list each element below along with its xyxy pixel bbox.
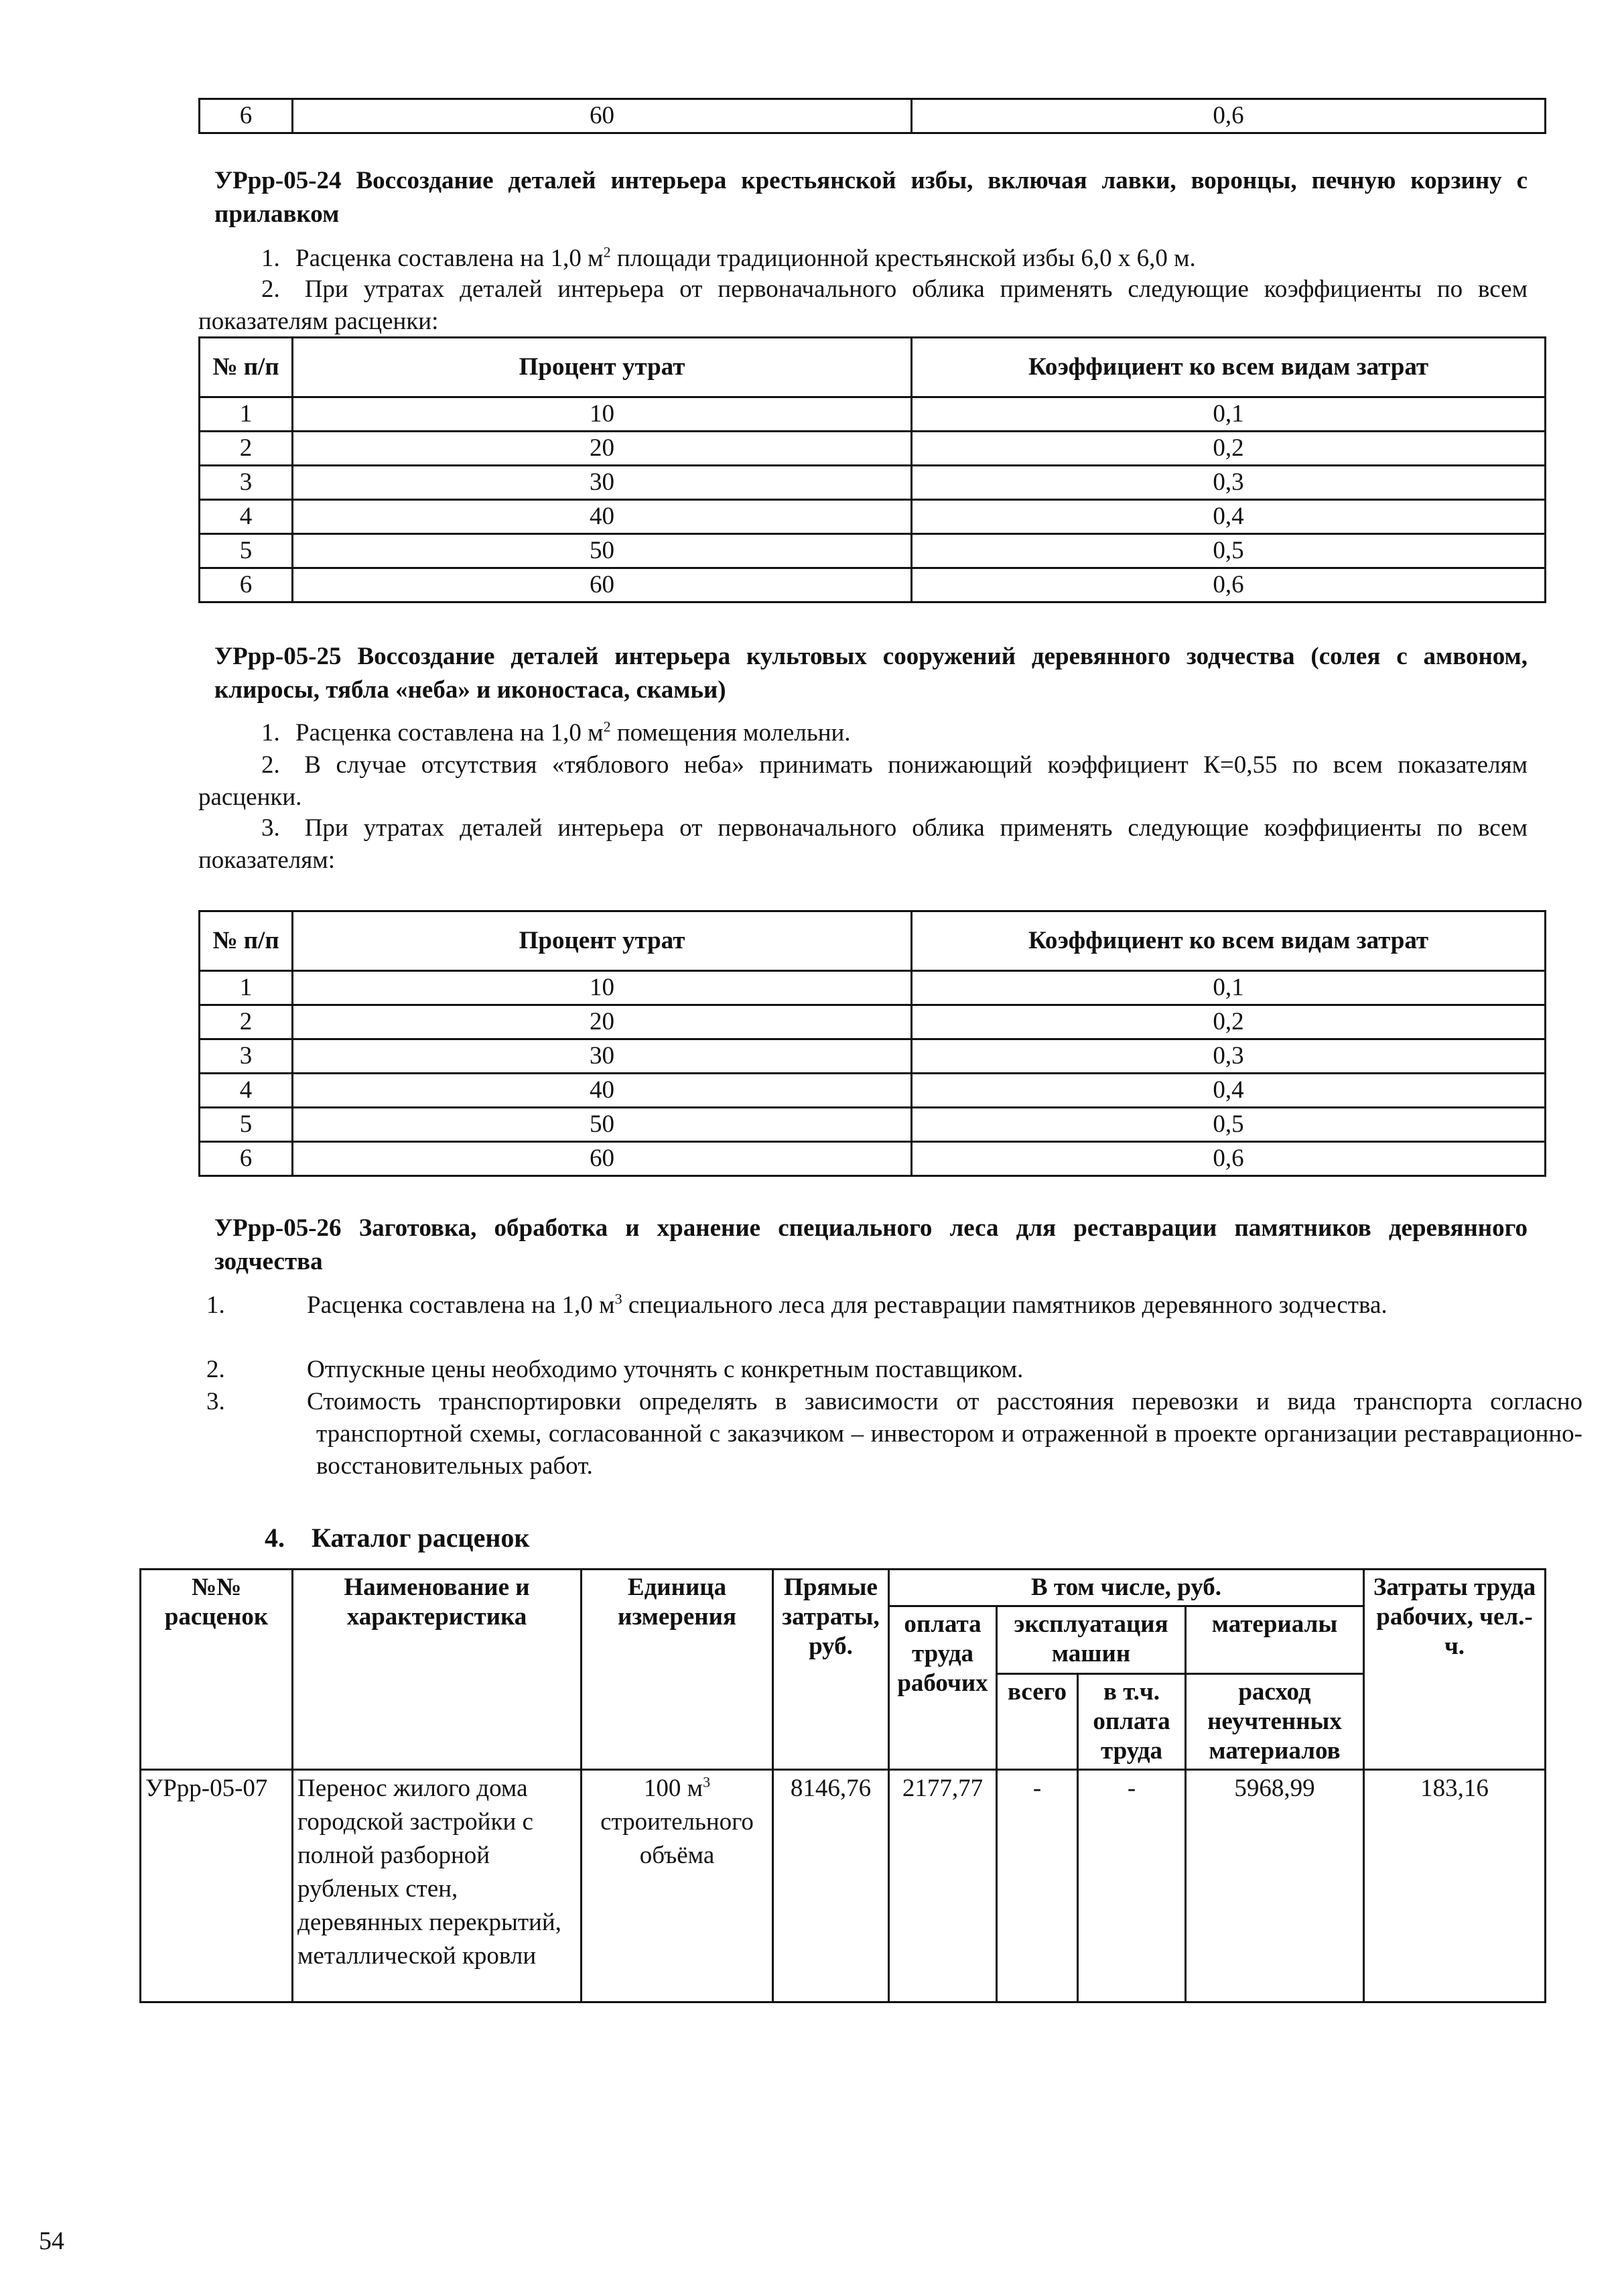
superscript: 2 [603,243,611,261]
table-row [200,971,1546,1005]
header-coef: Коэффициент ко всем видам затрат [912,338,1546,397]
cell-percent: 20 [293,1005,912,1039]
cell-percent: 30 [293,1039,912,1074]
cell-percent: 30 [293,466,912,500]
section-26-item-2 [206,1354,1582,1386]
header-code: №№ расценок [141,1570,293,1770]
cell-percent: 40 [293,1074,912,1108]
catalog-heading [265,1521,529,1555]
section-25-loss-table [198,910,1546,1177]
item-number: 2. [261,751,280,779]
cell-no: 6 [200,568,293,602]
section-26-heading [214,1212,1528,1279]
section-25-item-2 [198,749,1528,814]
header-machines-total: всего [997,1674,1078,1770]
item-text: В случае отсутствия «тяблового неба» принимать понижающий коэффициент К=0,55 по всем показателям расценки. [198,751,1528,811]
cell-no: 5 [200,534,293,568]
table-header-row [141,1570,1546,1606]
item-text: При утратах деталей интерьера от первоначального облика применять следующие коэффициенты по всем показателям: [198,814,1528,874]
cell-no: 6 [200,99,293,133]
cell-no: 5 [200,1108,293,1142]
item-number: 3. [206,1388,225,1415]
cell-no: 2 [200,1005,293,1039]
item-text: Расценка составлена на 1,0 м [307,1291,615,1319]
cell-percent: 10 [293,971,912,1005]
cell-coef: 0,4 [912,1074,1546,1108]
cell-direct: 8146,76 [773,1770,889,2002]
cell-coef: 0,2 [912,1005,1546,1039]
section-26-item-3 [206,1386,1582,1482]
cell-code: УРрр-05-07 [141,1770,293,2002]
item-text-cont: специального леса для реставрации памятников деревянного зодчества. [622,1291,1388,1319]
top-loss-table-fragment [198,98,1546,134]
table-row [141,1770,1546,2002]
cell-no: 6 [200,1142,293,1176]
cell-machines-total: - [997,1770,1078,2002]
cell-no: 2 [200,432,293,466]
cell-coef: 0,2 [912,432,1546,466]
table-row [200,432,1546,466]
cell-labor-hours: 183,16 [1364,1770,1546,2002]
header-machines: эксплуатация машин [997,1606,1186,1674]
item-number: 3. [261,814,280,842]
cell-no: 4 [200,500,293,534]
header-direct: Прямые затраты, руб. [773,1570,889,1770]
section-25-code: УРрр-05-25 [214,643,342,670]
section-24-item-2 [198,273,1528,338]
cell-no: 1 [200,971,293,1005]
cell-percent: 60 [293,99,912,133]
cell-no: 3 [200,1039,293,1074]
section-24-loss-table [198,336,1546,603]
cell-no: 3 [200,466,293,500]
cell-percent: 60 [293,1142,912,1176]
item-text-cont: площади традиционной крестьянской избы 6,0 х 6,0 м. [610,245,1196,272]
table-row [200,1039,1546,1074]
cell-coef: 0,5 [912,534,1546,568]
table-header-row [200,911,1546,971]
unit-text: 100 м [643,1775,703,1802]
section-25-heading [214,640,1528,707]
section-25-title: Воссоздание деталей интерьера культовых сооружений деревянного зодчества (солея с амвоном, клиросы, тябла «неба» и иконостаса, скамьи) [214,643,1528,704]
cell-percent: 50 [293,1108,912,1142]
section-26-item-1 [206,1289,1582,1322]
table-row [200,500,1546,534]
page-number: 54 [39,2227,64,2255]
cell-coef: 0,6 [912,99,1546,133]
cell-no: 4 [200,1074,293,1108]
cell-percent: 20 [293,432,912,466]
section-24-heading [214,164,1528,231]
cell-coef: 0,6 [912,1142,1546,1176]
cell-percent: 60 [293,568,912,602]
table-row [200,397,1546,432]
cell-coef: 0,4 [912,500,1546,534]
cell-name: Перенос жилого дома городской застройки с полной разборной рубленых стен, деревянных перекрытий, металлической кровли [293,1770,582,2002]
cell-percent: 40 [293,500,912,534]
item-text-cont: помещения молельни. [610,719,851,747]
header-coef: Коэффициент ко всем видам затрат [912,911,1546,971]
superscript: 3 [703,1773,711,1791]
cell-materials: 5968,99 [1186,1770,1364,2002]
table-row [200,1005,1546,1039]
header-materials: материалы [1186,1606,1364,1674]
item-text: Расценка составлена на 1,0 м [295,719,604,747]
cell-machines-incl-pay: - [1078,1770,1186,2002]
header-labor-hours: Затраты труда рабочих, чел.-ч. [1364,1570,1546,1770]
section-26-code: УРрр-05-26 [214,1214,342,1242]
item-text: Отпускные цены необходимо уточнять с конкретным поставщиком. [307,1356,1024,1383]
superscript: 2 [603,718,611,735]
cell-coef: 0,5 [912,1108,1546,1142]
table-row [200,1108,1546,1142]
unit-text-cont: строительного объёма [600,1808,754,1869]
header-percent: Процент утрат [293,911,912,971]
superscript: 3 [614,1290,622,1308]
item-number: 1. [206,1291,225,1319]
header-materials-unaccounted: расход неучтенных материалов [1186,1674,1364,1770]
header-no: № п/п [200,911,293,971]
cell-percent: 10 [293,397,912,432]
catalog-number: 4. [265,1523,285,1553]
item-number: 1. [261,719,280,747]
cell-percent: 50 [293,534,912,568]
section-25-item-1 [261,717,1528,749]
cell-coef: 0,3 [912,1039,1546,1074]
item-text: Расценка составлена на 1,0 м [295,245,604,272]
cell-coef: 0,1 [912,971,1546,1005]
item-text: Стоимость транспортировки определять в зависимости от расстояния перевозки и вида транспорта согласно транспортной схемы, согласованной с заказчиком – инвестором и отраженной в проекте организации реставрационно-восстановительных работ. [307,1388,1582,1480]
section-24-item-1 [261,243,1528,275]
catalog-title: Каталог расценок [312,1523,530,1553]
header-no: № п/п [200,338,293,397]
item-text: При утратах деталей интерьера от первоначального облика применять следующие коэффициенты по всем показателям расценки: [198,275,1528,335]
cell-labor-pay: 2177,77 [889,1770,997,2002]
table-row [200,1074,1546,1108]
item-number: 1. [261,245,280,272]
header-percent: Процент утрат [293,338,912,397]
section-26-title: Заготовка, обработка и хранение специального леса для реставрации памятников деревянного зодчества [214,1214,1528,1275]
cell-coef: 0,6 [912,568,1546,602]
cell-coef: 0,1 [912,397,1546,432]
header-machines-incl-pay: в т.ч. оплата труда [1078,1674,1186,1770]
section-24-title: Воссоздание деталей интерьера крестьянской избы, включая лавки, воронцы, печную корзину с прилавком [214,167,1528,228]
header-including: В том числе, руб. [889,1570,1364,1606]
item-number: 2. [206,1356,225,1383]
table-row [200,466,1546,500]
table-row [200,1142,1546,1176]
cell-coef: 0,3 [912,466,1546,500]
header-unit: Единица измерения [582,1570,773,1770]
table-row [200,99,1546,133]
section-25-item-3 [198,812,1528,877]
item-number: 2. [261,275,280,303]
catalog-table [139,1568,1546,2003]
cell-unit [582,1770,773,2002]
cell-no: 1 [200,397,293,432]
table-row [200,534,1546,568]
header-labor-pay: оплата труда рабочих [889,1606,997,1770]
table-row [200,568,1546,602]
table-header-row [200,338,1546,397]
section-24-code: УРрр-05-24 [214,167,342,194]
header-name: Наименование и характеристика [293,1570,582,1770]
